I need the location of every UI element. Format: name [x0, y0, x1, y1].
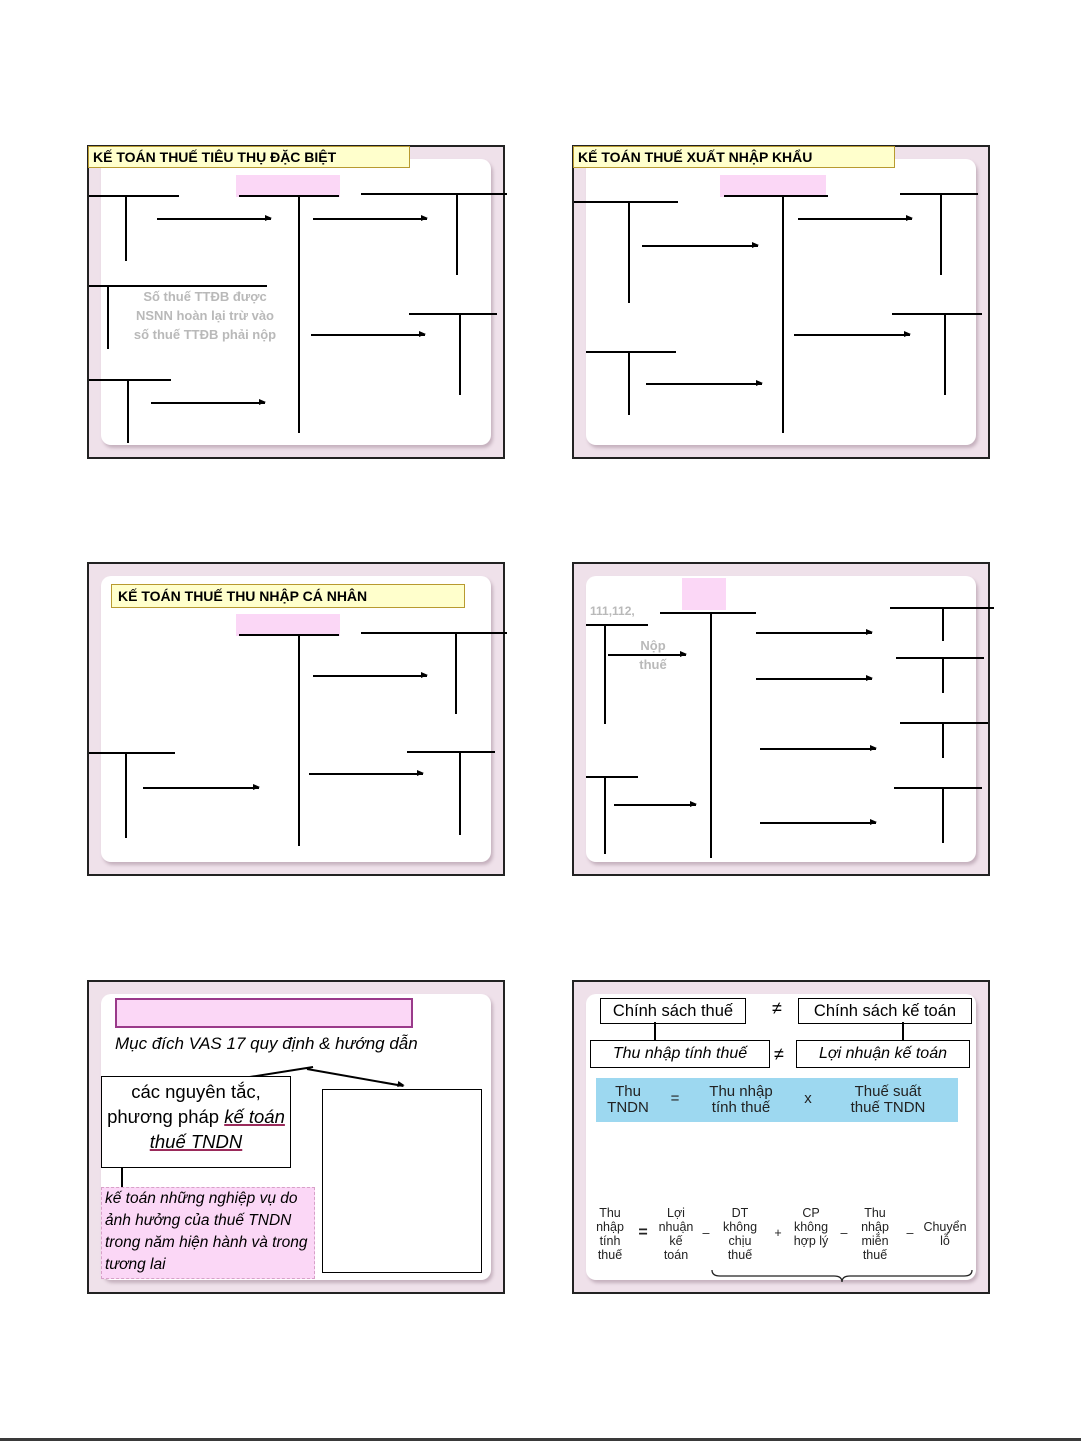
t-account-top: [409, 313, 497, 315]
slide-corporate-income-tax: [572, 980, 990, 1294]
t-account-top: [89, 752, 175, 754]
t-account-stem: [459, 313, 461, 395]
main-account-top: [660, 612, 756, 614]
flow-arrow: [794, 334, 910, 336]
t-account-stem: [628, 201, 630, 303]
right-account-top: [361, 193, 507, 195]
t-account-top: [407, 751, 495, 753]
connector-line: [654, 1022, 656, 1040]
t-account-stem: [459, 751, 461, 835]
t-account-top: [900, 193, 978, 195]
main-account-top: [239, 634, 339, 636]
t-account-top: [586, 776, 638, 778]
right-account-stem: [455, 632, 457, 714]
t-account-stem: [942, 607, 944, 641]
flow-arrow: [760, 822, 876, 824]
taxable-income-box: Thu nhập tính thuế: [590, 1040, 770, 1068]
flow-arrow: [313, 218, 427, 220]
bottom-term-taxable-income: Thu nhập tính thuế: [596, 1206, 624, 1262]
slide-title: KẾ TOÁN THUẾ TIÊU THỤ ĐẶC BIỆT: [88, 146, 410, 168]
t-account-top: [894, 787, 982, 789]
flow-arrow: [756, 632, 872, 634]
main-account-top: [724, 195, 828, 197]
formula-times: x: [804, 1090, 812, 1107]
slide-title: KẾ TOÁN THUẾ XUẤT NHẬP KHẨU: [573, 146, 895, 168]
t-account-stem: [942, 722, 944, 758]
formula-term2: Thuế suất thuế TNDN: [850, 1083, 926, 1116]
t-account-top: [896, 657, 984, 659]
flow-arrow: [143, 787, 259, 789]
t-account-stem: [125, 752, 127, 838]
flow-arrow: [311, 334, 425, 336]
principles-box: [101, 1076, 291, 1168]
account-label-placeholder: [236, 614, 340, 636]
account-label-placeholder: [682, 578, 726, 610]
account-number-label: 111,112,: [590, 604, 635, 618]
t-account-stem: [942, 657, 944, 693]
slide-tax-payment-accounts: [572, 562, 990, 876]
main-account-stem: [782, 195, 784, 433]
empty-box: [322, 1089, 482, 1273]
bottom-eq: =: [638, 1224, 648, 1241]
account-label-placeholder: [720, 175, 826, 197]
formula-term1: Thu nhập tính thuế: [709, 1083, 773, 1116]
principles-text: các nguyên tắc, phương pháp: [107, 1081, 261, 1127]
account-label-placeholder: [236, 175, 340, 197]
main-account-stem: [710, 612, 712, 858]
bottom-op: –: [906, 1226, 914, 1240]
flow-arrow: [760, 748, 876, 750]
t-account-stem: [604, 776, 606, 854]
tax-policy-box: Chính sách thuế: [600, 998, 746, 1024]
t-account-top: [574, 201, 678, 203]
slide-excise-tax: [87, 145, 505, 459]
flow-arrow: [646, 383, 762, 385]
not-equal-sign: ≠: [772, 998, 782, 1018]
accounting-policy-box: Chính sách kế toán: [798, 998, 972, 1024]
t-account-stem: [944, 313, 946, 395]
slide-title: KẾ TOÁN THUẾ THU NHẬP CÁ NHÂN: [111, 584, 465, 608]
t-account-stem: [942, 787, 944, 843]
flow-arrow: [309, 773, 423, 775]
vas17-purpose: Mục đích VAS 17 quy định & hướng dẫn: [115, 1034, 418, 1053]
flow-arrow: [608, 654, 686, 656]
t-account-stem: [127, 379, 129, 443]
main-account-stem: [298, 634, 300, 846]
slide-vas17-purpose: [87, 980, 505, 1294]
t-account-top: [586, 351, 676, 353]
flow-arrow: [614, 804, 696, 806]
connector-line: [902, 1022, 904, 1040]
t-account-top: [586, 624, 648, 626]
t-account-stem: [940, 193, 942, 275]
refund-note: Số thuế TTĐB được NSNN hoàn lại trừ vào số thuế TTĐB phải nộp: [133, 289, 277, 342]
t-account-top: [900, 722, 988, 724]
flow-arrow: [157, 218, 271, 220]
t-account-top: [89, 379, 171, 381]
not-equal-sign: ≠: [774, 1044, 784, 1064]
main-account-top: [239, 195, 339, 197]
flow-arrow: [756, 678, 872, 680]
t-account-stem: [125, 195, 127, 261]
payment-note: Nộp thuế: [639, 638, 667, 672]
bottom-term-accounting-profit: Lợi nhuận kế toán: [658, 1206, 694, 1262]
bottom-term-exempt-income: Thu nhập miễn thuế: [861, 1206, 889, 1262]
t-account-stem: [604, 624, 606, 724]
slide-personal-income-tax: [87, 562, 505, 876]
t-account-top: [892, 313, 982, 315]
bottom-term-nontaxable-revenue: DT không chịu thuế: [722, 1206, 758, 1262]
bottom-op: –: [840, 1226, 848, 1240]
flow-arrow: [798, 218, 912, 220]
flow-arrow: [642, 245, 758, 247]
bottom-term-unreasonable-cost: CP không hợp lý: [793, 1206, 829, 1248]
grouping-brace: [710, 1268, 974, 1284]
right-account-top: [361, 632, 507, 634]
flow-arrow: [151, 402, 265, 404]
right-account-stem: [456, 193, 458, 275]
flow-arrow: [313, 675, 427, 677]
t-account-top: [89, 195, 179, 197]
accounting-profit-box: Lợi nhuận kế toán: [796, 1040, 970, 1068]
bottom-op: –: [702, 1226, 710, 1240]
pink-note: kế toán những nghiệp vụ do ảnh hưởng của thuế TNDN trong năm hiện hành và trong tương lai: [101, 1187, 315, 1279]
principles-underlined: kế toán thuế TNDN: [149, 1106, 285, 1152]
formula-eq: =: [670, 1090, 680, 1107]
formula-lhs: Thu TNDN: [607, 1083, 649, 1116]
bottom-op: +: [774, 1226, 782, 1240]
slide-title-placeholder: [115, 998, 413, 1028]
bottom-term-loss-carryforward: Chuyển lỗ: [923, 1220, 967, 1248]
t-account-stem: [628, 351, 630, 415]
slide-import-export-tax: [572, 145, 990, 459]
